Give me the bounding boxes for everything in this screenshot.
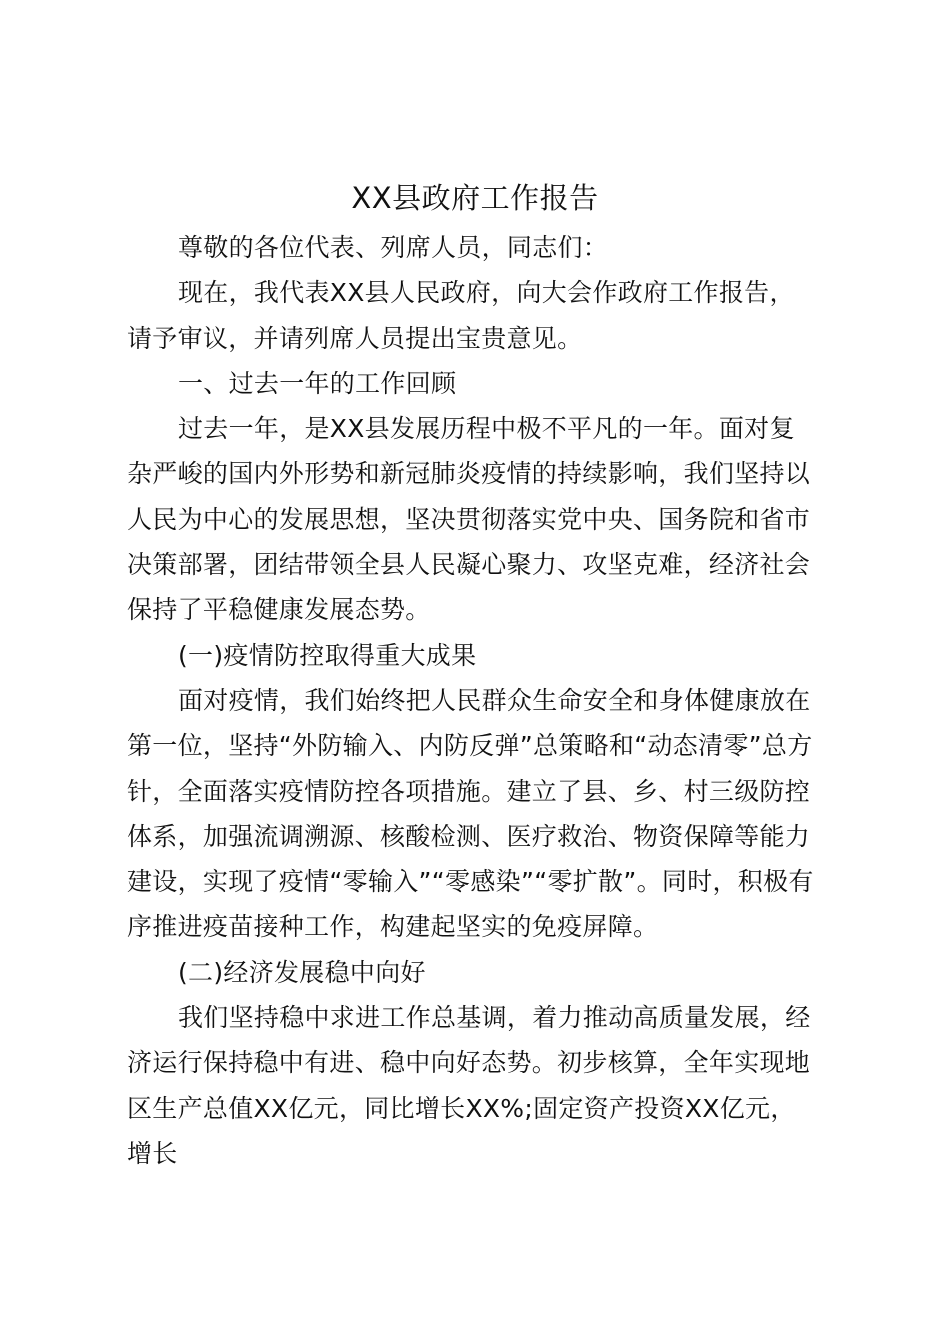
paragraph-line: 区生产总值XX亿元，同比增长XX%;固定资产投资XX亿元， xyxy=(127,1093,796,1123)
paragraph-line: 建设，实现了疫情“零输入”“零感染”“零扩散”。同时，积极有 xyxy=(127,867,814,897)
paragraph-line: 决策部署，团结带领全县人民凝心聚力、攻坚克难，经济社会 xyxy=(127,550,811,580)
paragraph-line: 济运行保持稳中有进、稳中向好态势。初步核算，全年实现地 xyxy=(127,1048,811,1078)
subsection-heading: (一)疫情防控取得重大成果 xyxy=(178,640,477,670)
paragraph-line: 体系，加强流调溯源、核酸检测、医疗救治、物资保障等能力 xyxy=(127,821,811,851)
paragraph-line: 第一位，坚持“外防输入、内防反弹”总策略和“动态清零”总方 xyxy=(127,731,813,761)
paragraph-line: 针，全面落实疫情防控各项措施。建立了县、乡、村三级防控 xyxy=(127,776,811,806)
subsection-heading: (二)经济发展稳中向好 xyxy=(178,957,426,987)
section-heading: 一、过去一年的工作回顾 xyxy=(178,368,457,398)
paragraph-line: 序推进疫苗接种工作，构建起坚实的免疫屏障。 xyxy=(127,912,659,942)
document-title: XX县政府工作报告 xyxy=(351,181,599,215)
paragraph-line: 请予审议，并请列席人员提出宝贵意见。 xyxy=(127,323,583,353)
paragraph-line: 面对疫情，我们始终把人民群众生命安全和身体健康放在 xyxy=(178,685,811,715)
paragraph-line: 杂严峻的国内外形势和新冠肺炎疫情的持续影响，我们坚持以 xyxy=(127,459,811,489)
paragraph-line: 过去一年，是XX县发展历程中极不平凡的一年。面对复 xyxy=(178,414,795,444)
salutation-line: 尊敬的各位代表、列席人员，同志们： xyxy=(178,233,609,262)
paragraph-line: 现在，我代表XX县人民政府，向大会作政府工作报告， xyxy=(178,278,795,308)
paragraph-line: 人民为中心的发展思想，坚决贯彻落实党中央、国务院和省市 xyxy=(127,504,811,534)
paragraph-line: 我们坚持稳中求进工作总基调，着力推动高质量发展，经 xyxy=(178,1003,811,1033)
document-body xyxy=(127,225,827,1176)
paragraph-line: 增长 xyxy=(127,1138,178,1168)
paragraph-line: 保持了平稳健康发展态势。 xyxy=(127,595,431,625)
